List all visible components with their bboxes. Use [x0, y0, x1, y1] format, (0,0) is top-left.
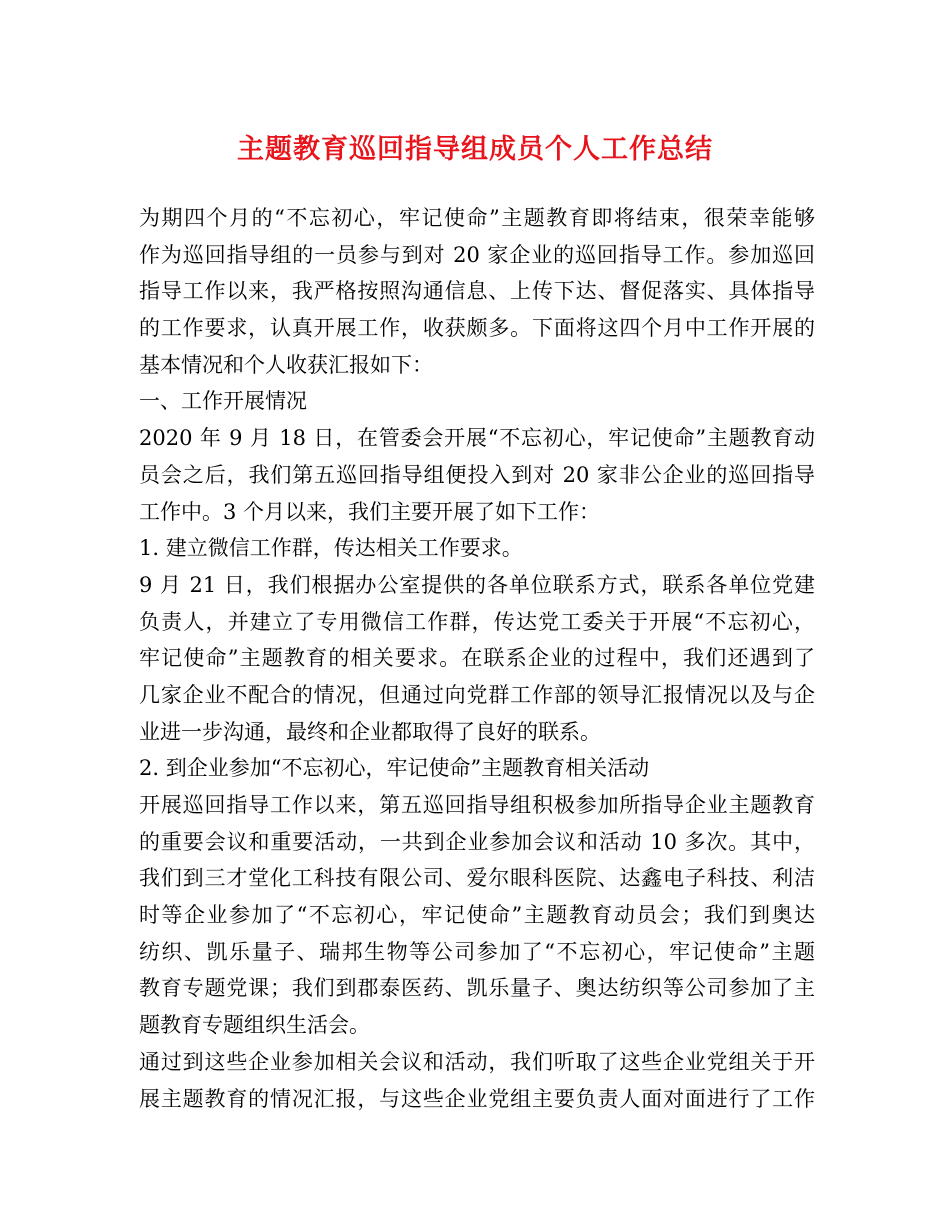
paragraph-line: 的工作要求，认真开展工作，收获颇多。下面将这四个月中工作开展的: [139, 316, 815, 341]
paragraph-line: 作为巡回指导组的一员参与到对 20 家企业的巡回指导工作。参加巡回: [139, 242, 815, 267]
document-body: [139, 200, 815, 1117]
paragraph-line: 题教育专题组织生活会。: [139, 1013, 370, 1038]
paragraph-line: 基本情况和个人收获汇报如下：: [139, 352, 433, 377]
paragraph-line: 2. 到企业参加“不忘初心，牢记使命”主题教育相关活动: [139, 756, 650, 781]
paragraph-line: 教育专题党课；我们到郡泰医药、凯乐量子、奥达纺织等公司参加了主: [139, 976, 815, 1001]
paragraph-line: 指导工作以来，我严格按照沟通信息、上传下达、督促落实、具体指导: [139, 279, 815, 304]
paragraph-line: 我们到三才堂化工科技有限公司、爱尔眼科医院、达鑫电子科技、利洁: [139, 866, 815, 891]
paragraph-line: 的重要会议和重要活动，一共到企业参加会议和活动 10 多次。其中，: [139, 829, 815, 854]
paragraph-line: 业进一步沟通，最终和企业都取得了良好的联系。: [139, 719, 601, 744]
paragraph-line: 牢记使命”主题教育的相关要求。在联系企业的过程中，我们还遇到了: [139, 646, 815, 671]
paragraph-line: 负责人，并建立了专用微信工作群，传达党工委关于开展“不忘初心，: [139, 609, 815, 634]
paragraph-line: 开展巡回指导工作以来，第五巡回指导组积极参加所指导企业主题教育: [139, 793, 815, 817]
document-title: 主题教育巡回指导组成员个人工作总结: [237, 134, 713, 165]
paragraph-line: 员会之后，我们第五巡回指导组便投入到对 20 家非公企业的巡回指导: [139, 462, 815, 487]
paragraph-line: 展主题教育的情况汇报，与这些企业党组主要负责人面对面进行了工作: [139, 1086, 815, 1111]
paragraph-line: 通过到这些企业参加相关会议和活动，我们听取了这些企业党组关于开: [139, 1049, 815, 1074]
paragraph-line: 时等企业参加了“不忘初心，牢记使命”主题教育动员会；我们到奥达: [139, 903, 815, 928]
paragraph-line: 2020 年 9 月 18 日，在管委会开展“不忘初心，牢记使命”主题教育动: [139, 426, 815, 451]
paragraph-line: 为期四个月的“不忘初心，牢记使命”主题教育即将结束，很荣幸能够: [139, 206, 815, 230]
paragraph-line: 1. 建立微信工作群，传达相关工作要求。: [139, 536, 523, 561]
paragraph-line: 几家企业不配合的情况，但通过向党群工作部的领导汇报情况以及与企: [139, 682, 815, 707]
paragraph-line: 纺织、凯乐量子、瑞邦生物等公司参加了“不忘初心，牢记使命”主题: [139, 939, 815, 964]
paragraph-line: 一、工作开展情况: [139, 389, 307, 414]
paragraph-line: 9 月 21 日，我们根据办公室提供的各单位联系方式，联系各单位党建: [139, 572, 815, 597]
paragraph-line: 工作中。3 个月以来，我们主要开展了如下工作：: [139, 499, 601, 524]
